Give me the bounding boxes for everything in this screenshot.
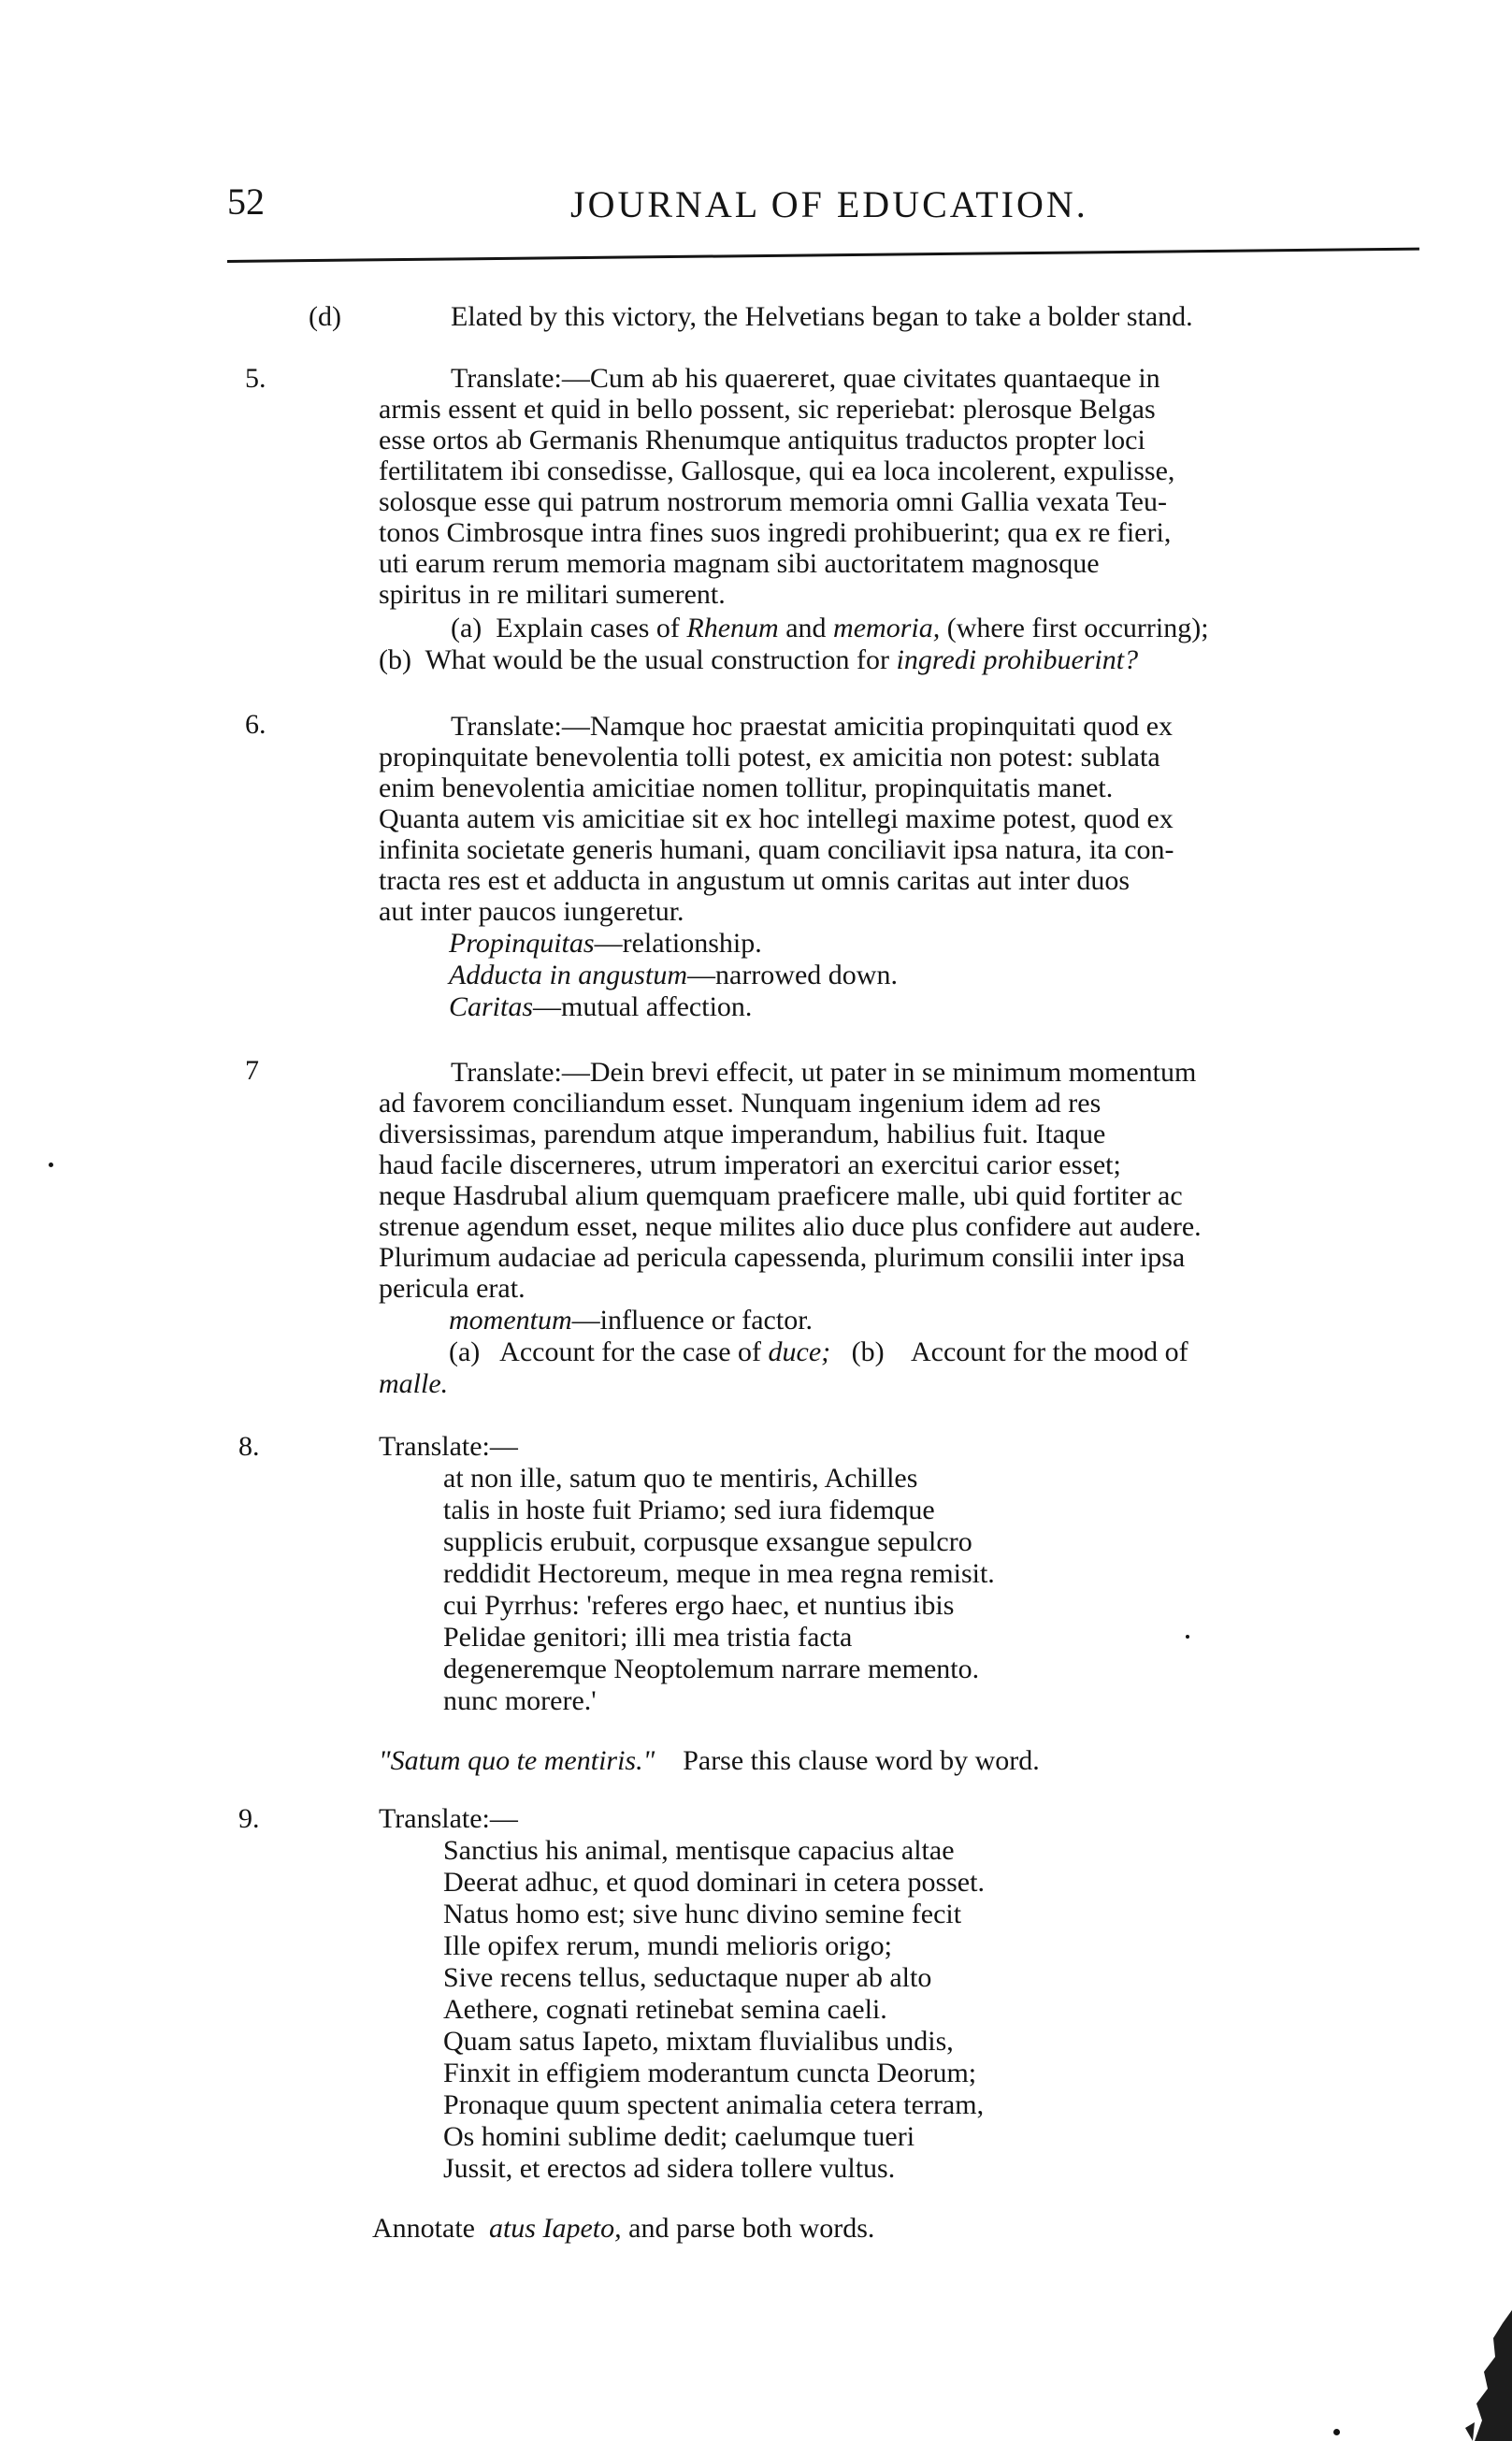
scan-speck: [49, 1163, 53, 1167]
scan-speck: [1186, 1635, 1189, 1639]
q5-line: spiritus in re militari sumerent.: [379, 579, 726, 610]
q7-line: neque Hasdrubal alium quemquam praeficere malle, ubi quid fortiter ac: [379, 1180, 1183, 1211]
q9-question-term: atus Iapeto,: [488, 2213, 622, 2244]
page-number: 52: [227, 181, 265, 223]
q5-sub-a-post: (where first occurring);: [946, 613, 1209, 643]
q6-line: tracta res est et adducta in angustum ut omnis caritas aut inter duos: [379, 865, 1130, 896]
q7-sub-b-word-text: malle.: [379, 1368, 449, 1399]
q5-line: uti earum rerum memoria magnam sibi auctoritatem magnosque: [379, 548, 1100, 579]
q9-number: 9.: [238, 1803, 260, 1834]
q8-verse-line: supplicis erubuit, corpusque exsangue sepulcro: [443, 1526, 972, 1557]
q7-line: Translate:—Dein brevi effecit, ut pater in se minimum momentum: [451, 1057, 1197, 1088]
q5-sub-a: [451, 613, 1209, 644]
q6-gloss: [449, 960, 898, 991]
q5-sub-b-label: (b): [379, 644, 411, 675]
q7-sub-a-label: (a): [449, 1336, 481, 1367]
q9-verse-line: Sive recens tellus, seductaque nuper ab alto: [443, 1962, 932, 1993]
q7-gloss: [449, 1305, 813, 1336]
q6-line: Quanta autem vis amicitiae sit ex hoc intellegi maxime potest, quod ex: [379, 803, 1174, 834]
q9-verse-line: Os homini sublime dedit; caelumque tueri: [443, 2121, 915, 2152]
q9-verse-line: Natus homo est; sive hunc divino semine fecit: [443, 1899, 962, 1929]
q7-gloss-term: momentum: [449, 1305, 572, 1336]
q7-line: ad favorem conciliandum esset. Nunquam ingenium idem ad res: [379, 1088, 1102, 1119]
q6-line: aut inter paucos iungeretur.: [379, 896, 684, 927]
q6-gloss-meaning: —mutual affection.: [533, 991, 753, 1022]
q9-verse-line: Quam satus Iapeto, mixtam fluvialibus undis,: [443, 2026, 954, 2057]
q8-verse-line: nunc morere.': [443, 1685, 597, 1716]
q5-sub-b-pre: What would be the usual construction for: [425, 644, 889, 675]
q5-line: solosque esse qui patrum nostrorum memoria omni Gallia vexata Teu-: [379, 486, 1167, 517]
q7-gloss-meaning: —influence or factor.: [571, 1305, 814, 1336]
q7-line: strenue agendum esset, neque milites alio duce plus confidere aut audere.: [379, 1211, 1202, 1242]
q8-question-text: Parse this clause word by word.: [683, 1745, 1040, 1776]
q6-gloss: [449, 991, 752, 1023]
q6-line: infinita societate generis humani, quam conciliavit ipsa natura, ita con-: [379, 834, 1174, 865]
q6-line: enim benevolentia amicitiae nomen tollitur, propinquitatis manet.: [379, 773, 1114, 803]
q7-sub: [449, 1336, 1188, 1368]
q8-verse-line: talis in hoste fuit Priamo; sed iura fidemque: [443, 1495, 935, 1525]
q8-verse-line: cui Pyrrhus: 'referes ergo haec, et nuntius ibis: [443, 1590, 955, 1621]
q5-sub-b-word: ingredi prohibuerint?: [896, 644, 1139, 675]
q5-sub-a-pre: Explain cases of: [496, 613, 680, 643]
q7-sub-b-word: [379, 1368, 448, 1400]
q6-number: 6.: [245, 709, 266, 740]
q9-verse-line: Deerat adhuc, et quod dominari in cetera posset.: [443, 1867, 985, 1898]
q7-number: 7: [245, 1055, 259, 1086]
q6-gloss-term: Propinquitas: [449, 928, 595, 959]
q5-sub-a-word1: Rhenum: [686, 613, 779, 643]
q6-gloss-meaning: —narrowed down.: [687, 960, 898, 990]
q7-sub-b-label: (b): [851, 1336, 885, 1367]
q5-sub-a-word2: memoria,: [833, 613, 941, 643]
q9-intro: Translate:—: [379, 1803, 518, 1834]
q5-line: Translate:—Cum ab his quaereret, quae civitates quantaeque in: [451, 363, 1160, 394]
q5-line: tonos Cimbrosque intra fines suos ingredi prohibuerint; qua ex re fieri,: [379, 517, 1172, 548]
q8-verse-line: at non ille, satum quo te mentiris, Achilles: [443, 1463, 918, 1494]
q6-gloss-term: Caritas: [449, 991, 534, 1022]
q5-sub-b: [379, 644, 1138, 676]
q5-number: 5.: [245, 363, 266, 394]
q8-question-quote: "Satum quo te mentiris.": [379, 1745, 655, 1776]
q6-gloss-term: Adducta in angustum: [449, 960, 687, 990]
q7-sub-b-pre: Account for the mood of: [911, 1336, 1188, 1367]
q9-verse-line: Sanctius his animal, mentisque capacius altae: [443, 1835, 955, 1866]
q5-sub-a-mid: and: [785, 613, 827, 643]
q8-question: [379, 1745, 1040, 1777]
q6-gloss: [449, 928, 762, 960]
q9-verse-line: Aethere, cognati retinebat semina caeli.: [443, 1994, 887, 2025]
q9-question-post: and parse both words.: [628, 2213, 875, 2244]
q7-sub-a-pre: Account for the case of: [499, 1336, 762, 1367]
q8-number: 8.: [238, 1431, 260, 1462]
q9-question-pre: Annotate: [372, 2213, 475, 2244]
q8-verse-line: Pelidae genitori; illi mea tristia facta: [443, 1622, 853, 1653]
q5-sub-a-label: (a): [451, 613, 482, 643]
q5-line: armis essent et quid in bello possent, sic reperiebat: plerosque Belgas: [379, 394, 1156, 425]
q4d-label: (d): [309, 301, 341, 332]
q9-verse-line: Finxit in effigiem moderantum cuncta Deorum;: [443, 2058, 977, 2088]
q8-verse-line: degeneremque Neoptolemum narrare memento.: [443, 1654, 980, 1684]
running-title: JOURNAL OF EDUCATION.: [570, 183, 1088, 225]
q7-line: haud facile discerneres, utrum imperatori an exercitui carior esset;: [379, 1149, 1121, 1180]
q9-verse-line: Ille opifex rerum, mundi melioris origo;: [443, 1930, 892, 1961]
q7-line: Plurimum audaciae ad pericula capessenda, plurimum consilii inter ipsa: [379, 1242, 1186, 1273]
q7-line: pericula erat.: [379, 1273, 526, 1304]
q5-line: fertilitatem ibi consedisse, Gallosque, qui ea loca incolerent, expulisse,: [379, 455, 1175, 486]
q6-line: Translate:—Namque hoc praestat amicitia propinquitati quod ex: [451, 711, 1174, 742]
q6-gloss-meaning: —relationship.: [594, 928, 762, 959]
q9-question: [372, 2213, 874, 2245]
header-rule: [227, 248, 1419, 263]
q9-verse-line: Pronaque quum spectent animalia cetera terram,: [443, 2089, 985, 2120]
q5-line: esse ortos ab Germanis Rhenumque antiquitus traductos propter loci: [379, 425, 1145, 455]
q6-line: propinquitate benevolentia tolli potest, ex amicitia non potest: sublata: [379, 742, 1160, 773]
q8-verse-line: reddidit Hectoreum, meque in mea regna remisit.: [443, 1558, 995, 1589]
q8-intro: Translate:—: [379, 1431, 518, 1462]
q7-sub-a-word: duce;: [768, 1336, 831, 1367]
scan-speck: [1333, 2429, 1340, 2435]
q9-verse-line: Jussit, et erectos ad sidera tollere vultus.: [443, 2153, 896, 2184]
q7-line: diversissimas, parendum atque imperandum, habilius fuit. Itaque: [379, 1119, 1106, 1149]
q4d-text: Elated by this victory, the Helvetians began to take a bolder stand.: [451, 301, 1193, 332]
scan-edge-mark: [1456, 2310, 1512, 2441]
